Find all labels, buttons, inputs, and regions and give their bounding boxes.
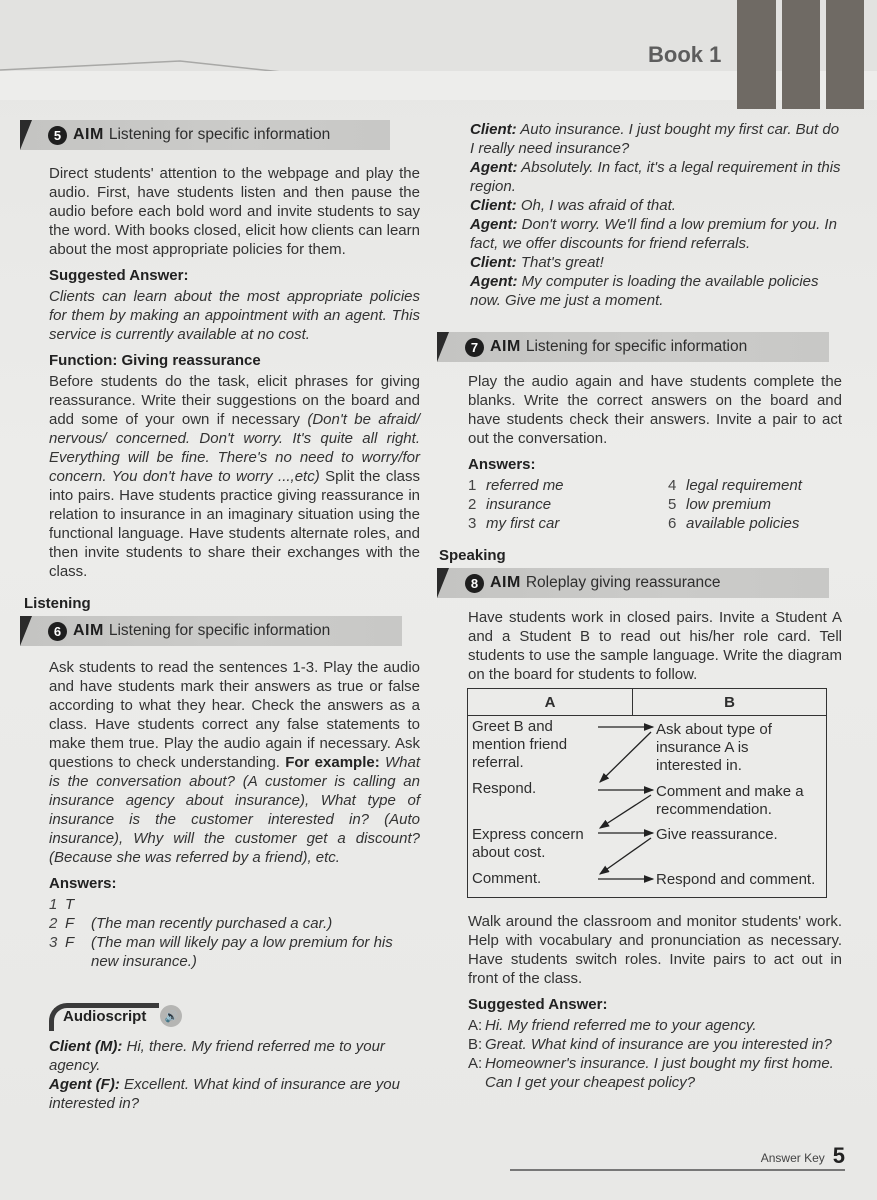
book-title: Book 1 (648, 42, 722, 67)
aim-label: AIM (73, 126, 104, 143)
footer-label: Answer Key (760, 1151, 825, 1165)
answer-text: my first car (486, 515, 560, 532)
suggested-dialog (468, 1016, 842, 1092)
exercise-number-badge: 7 (465, 338, 484, 357)
dialog-text: Auto insurance. I just bought my first car. But do I really need insurance? (470, 121, 840, 157)
dialog-line (470, 253, 842, 272)
ex6-instructions-text: Ask students to read the sentences 1-3. Play the audio and have students mark their answers as true or false according to what they hear. Check the answers as a class. Have students correct any false statements to make them true. Play the audio again if necessary. Ask questions to check understanding. (49, 659, 420, 771)
page-footer (510, 1145, 845, 1171)
a-step: Comment. (472, 870, 542, 887)
answer-item (468, 495, 668, 514)
dialog-line (468, 1054, 842, 1092)
aim-text: Roleplay giving reassurance (525, 574, 721, 591)
speaker-name: Client: (470, 197, 517, 214)
flow-arrows (468, 716, 828, 898)
dialog-text: Hi, there. My friend referred me to your agency. (49, 1038, 385, 1074)
ex8-instructions: Have students work in closed pairs. Invite a Student A and a Student B to read out his/her role card. Tell students to use the sample language. Write the diagram on the board for students to follow. (468, 609, 842, 683)
tab-bar (826, 0, 864, 109)
answer-number: 5 (668, 496, 677, 513)
ex7-instructions: Play the audio again and have students complete the blanks. Write the correct answers on the board and have students check their answers. Invite a pair to act out the conversation. (468, 373, 842, 447)
answer-note: (The man recently purchased a car.) (91, 915, 333, 932)
ex6-instructions (49, 658, 420, 867)
audioscript-tab (49, 1001, 192, 1031)
answer-item (49, 895, 420, 914)
b-step: Respond and comment. (656, 871, 816, 888)
dialog-line (470, 196, 842, 215)
aim-header-7 (437, 332, 829, 362)
ex7-answers-grid (468, 476, 842, 533)
speaker-name: A: (468, 1017, 483, 1034)
speaker-icon[interactable]: 🔊 (160, 1005, 182, 1027)
dialog-text: Hi. My friend referred me to your agency. (485, 1017, 757, 1034)
answer-item (668, 495, 868, 514)
answer-number: 6 (668, 515, 677, 532)
speaking-heading: Speaking (439, 547, 506, 564)
right-column (437, 120, 842, 1092)
answers-heading: Answers: (468, 456, 536, 473)
exercise-number-badge: 8 (465, 574, 484, 593)
dialog-line (49, 1037, 420, 1075)
function-text (49, 372, 420, 581)
roleplay-diagram (467, 688, 827, 898)
dialog-line (470, 215, 842, 253)
speaker-name: Client (M): (49, 1038, 123, 1055)
answer-tf: F (65, 915, 75, 932)
answer-item (668, 514, 868, 533)
answer-number: 2 (468, 496, 477, 513)
b-step: Comment and make a recommendation. (656, 783, 804, 818)
answer-number: 1 (468, 477, 477, 494)
a-step: Respond. (472, 780, 537, 797)
suggested-answer-heading: Suggested Answer: (468, 996, 608, 1013)
dialog-line (470, 272, 842, 310)
dialog-text: Great. What kind of insurance are you interested in? (485, 1036, 832, 1053)
aim-header-8 (437, 568, 829, 598)
answer-text: low premium (686, 496, 772, 513)
answers-heading: Answers: (49, 875, 117, 892)
aim-header-5 (20, 120, 390, 150)
answer-tf: F (65, 934, 75, 951)
answer-number: 3 (49, 934, 58, 951)
tab-bar (737, 0, 776, 109)
wedge-icon (437, 332, 449, 362)
answer-item (668, 476, 868, 495)
aim-label: AIM (73, 622, 104, 639)
answer-number: 1 (49, 896, 58, 913)
dialog-text: Don't worry. We'll find a low premium for you. In fact, we offer discounts for friend referrals. (470, 216, 837, 252)
page-header (0, 0, 877, 100)
dialog-text: Absolutely. In fact, it's a legal requirement in this region. (470, 159, 841, 195)
answer-number: 4 (668, 477, 677, 494)
wedge-icon (20, 120, 32, 150)
diagram-header-b: B (633, 689, 827, 716)
aim-text: Listening for specific information (108, 622, 331, 639)
ex8-followup: Walk around the classroom and monitor students' work. Help with vocabulary and pronunciation as necessary. Have students switch roles. Invite pairs to act out in front of the class. (468, 913, 842, 987)
a-step: Greet B and mention friend referral. (472, 718, 568, 771)
speaker-name: Agent (F): (49, 1076, 120, 1093)
a-step: Express concern about cost. (472, 826, 584, 861)
answer-item (468, 476, 668, 495)
dialog-line (468, 1016, 842, 1035)
function-text-part: Before students do the task, elicit phrases for giving reassurance. Write their suggestions on the board and add some of your own if necessary (49, 373, 420, 428)
answer-item (49, 933, 420, 971)
ex6-answers-list (49, 895, 420, 971)
suggested-answer-text: Clients can learn about the most appropriate policies for them by making an appointment with an agent. This service is currently available at no cost. (49, 288, 420, 343)
dialog-text: Homeowner's insurance. I just bought my first home. Can I get your cheapest policy? (485, 1055, 834, 1091)
b-step: Give reassurance. (656, 826, 778, 843)
left-column (20, 120, 420, 1113)
speaker-name: Agent: (470, 273, 518, 290)
function-examples: (Don't be afraid/ nervous/ concerned. Don't worry. It's quite all right. Everything will be fine. There's no need to worry/for concern. You don't have to worry ...,etc) (49, 411, 420, 485)
dialog-line (49, 1075, 420, 1113)
answer-note: (The man will likely pay a low premium for his new insurance.) (91, 934, 393, 970)
dialog-line (470, 120, 842, 158)
aim-text: Listening for specific information (108, 126, 331, 143)
diagram-header-a: A (468, 689, 633, 716)
speaker-name: B: (468, 1036, 483, 1053)
exercise-number-badge: 5 (48, 126, 67, 145)
dialog-text: Excellent. What kind of insurance are you interested in? (49, 1076, 400, 1112)
answer-item (468, 514, 668, 533)
ex5-instructions: Direct students' attention to the webpage and play the audio. First, have students listen and then pause the audio before each bold word and invite students to say the word. With books closed, elicit how clients can learn about the most appropriate policies for them. (49, 165, 420, 258)
dialog-line (468, 1035, 842, 1054)
book-tab-bars (737, 0, 864, 109)
audioscript-section (49, 1001, 420, 1113)
dialog-text: That's great! (516, 254, 604, 271)
suggested-answer-heading: Suggested Answer: (49, 267, 189, 284)
dialog-text: Oh, I was afraid of that. (516, 197, 676, 214)
page-number: 5 (832, 1143, 845, 1168)
tab-curve (49, 1003, 159, 1031)
answer-text: referred me (486, 477, 564, 494)
exercise-number-badge: 6 (48, 622, 67, 641)
b-step: Ask about type of insurance A is interested in. (656, 721, 772, 774)
answer-text: legal requirement (686, 477, 802, 494)
dialog-text: My computer is loading the available policies now. Give me just a moment. (470, 273, 819, 309)
example-label: For example: (285, 754, 380, 771)
dialog-continuation (437, 120, 842, 310)
aim-header-6 (20, 616, 402, 646)
example-text: What is the conversation about? (A customer is calling an insurance agency about insurance), What type of insurance is the customer interested in? (Auto insurance), Why will the customer get a discount? (Because she was referred by a friend), etc. (49, 754, 420, 866)
wedge-icon (437, 568, 449, 598)
speaker-name: Agent: (470, 216, 518, 233)
speaker-name: Client: (470, 254, 517, 271)
answer-number: 3 (468, 515, 477, 532)
speaker-name: Agent: (470, 159, 518, 176)
listening-heading: Listening (24, 595, 91, 612)
tab-bar (782, 0, 820, 109)
function-heading: Function: Giving reassurance (49, 352, 261, 369)
answer-text: available policies (686, 515, 800, 532)
audioscript-label: Audioscript (63, 1007, 147, 1025)
dialog-line (470, 158, 842, 196)
aim-label: AIM (490, 338, 521, 355)
answer-tf: T (65, 896, 75, 913)
answer-number: 2 (49, 915, 58, 932)
function-text-part: Split the class into pairs. Have students practice giving reassurance in relation to insurance in an imaginary situation using the functional language. Have students alternate roles, and then invite students to share their exchanges with the class. (49, 468, 421, 580)
aim-label: AIM (490, 574, 521, 591)
speaker-name: Client: (470, 121, 517, 138)
aim-text: Listening for specific information (525, 338, 748, 355)
diagram-body (468, 716, 827, 898)
speaker-name: A: (468, 1055, 483, 1072)
answer-item (49, 914, 420, 933)
answer-text: insurance (486, 496, 552, 513)
wedge-icon (20, 616, 32, 646)
